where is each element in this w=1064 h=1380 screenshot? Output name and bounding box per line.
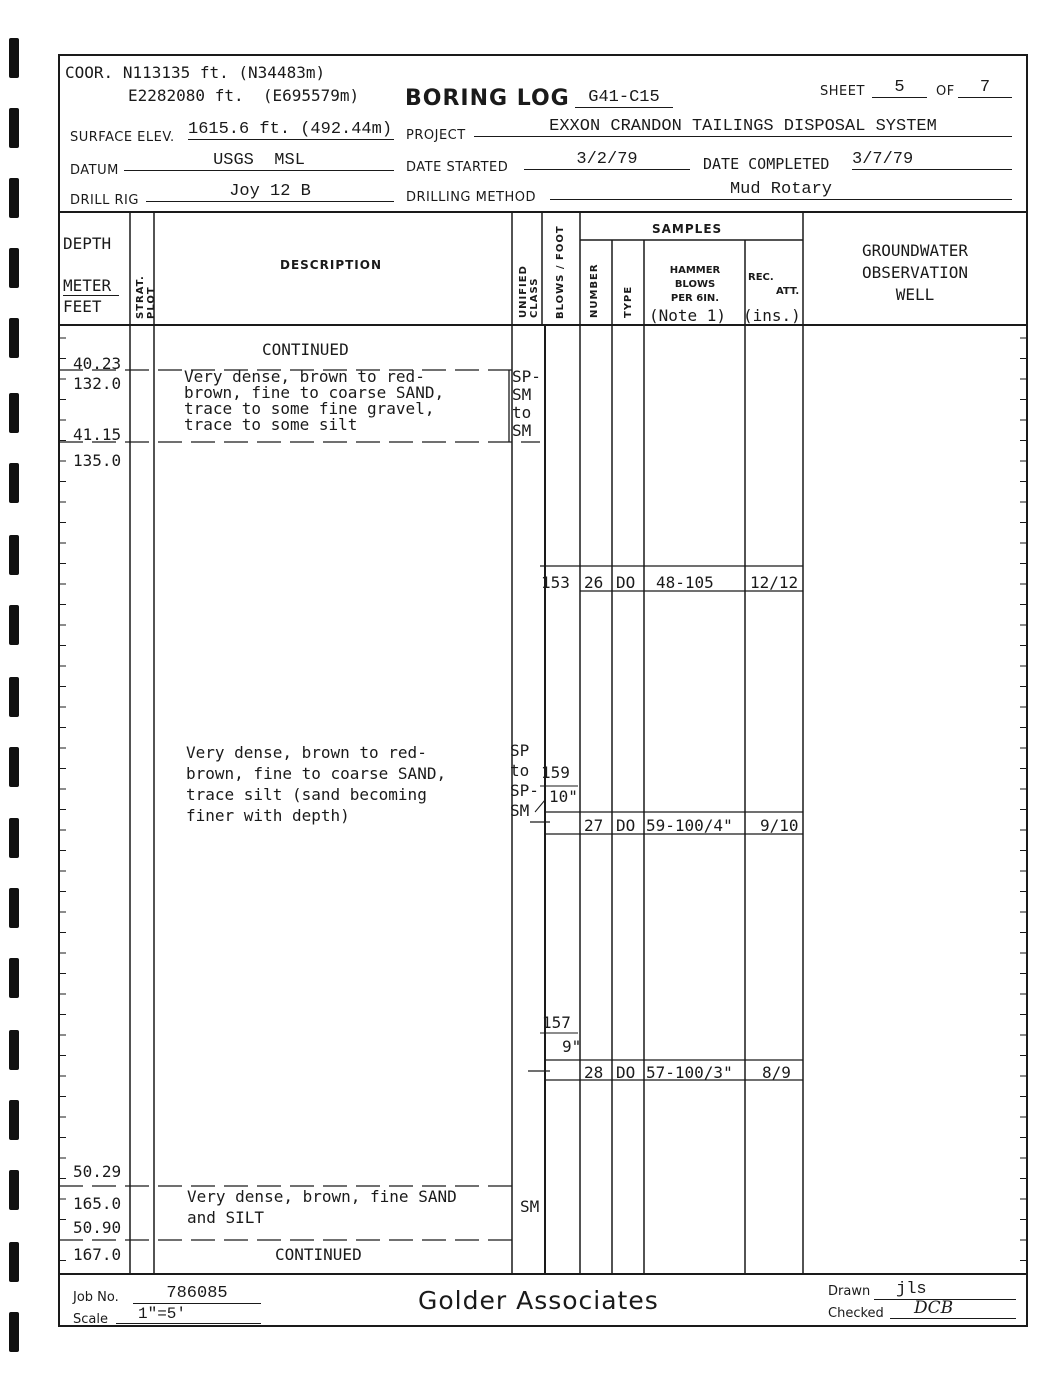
sample-number: 26 (584, 573, 604, 592)
gw-line-1: GROUNDWATER (862, 241, 968, 260)
depth-meter: 40.23 (73, 354, 122, 373)
sheet-total: 7 (958, 78, 1012, 98)
date-started-label: DATE STARTED (406, 160, 509, 175)
drilling-method-value: Mud Rotary (550, 180, 1012, 200)
surface-elev-label: SURFACE ELEV. (70, 130, 175, 145)
gw-line-2: OBSERVATION (862, 263, 968, 282)
coordinates-block (65, 63, 325, 82)
company-name: Golder Associates (418, 1286, 659, 1315)
blows-label: BLOWS (674, 279, 716, 290)
surface-elev-value: 1615.6 ft. (492.44m) (188, 120, 393, 139)
sample-number-header: NUMBER (589, 263, 600, 318)
per6-label: PER 6IN. (670, 293, 720, 304)
blows-penetration: 10" (549, 787, 578, 806)
sheet-label: SHEET (820, 84, 865, 99)
sample-type: DO (616, 573, 636, 592)
coor-label: COOR. (65, 63, 114, 82)
recovery: 9/10 (760, 816, 799, 835)
sheet-number: 5 (872, 78, 927, 98)
depth-header: DEPTH (63, 234, 112, 253)
drilling-method-label: DRILLING METHOD (406, 190, 537, 205)
drawn-by: jls (874, 1280, 1016, 1300)
project-value: EXXON CRANDON TAILINGS DISPOSAL SYSTEM (474, 117, 1012, 137)
checked-by-initials: DCB (890, 1298, 1016, 1319)
drill-rig-label: DRILL RIG (70, 193, 139, 208)
recovery: 12/12 (750, 573, 799, 592)
sample-number: 28 (584, 1063, 604, 1082)
job-number: 786085 (133, 1284, 261, 1304)
gw-line-3: WELL (895, 285, 935, 304)
depth-feet: 165.0 (73, 1194, 122, 1213)
datum-value: USGS MSL (124, 151, 394, 171)
depth-meter: 50.90 (73, 1218, 122, 1237)
coor-east: E2282080 ft. (E695579m) (128, 86, 360, 105)
feet-header: FEET (63, 297, 102, 316)
depth-feet: 132.0 (73, 374, 122, 393)
unified-class-header: UNIFIED CLASS (518, 265, 540, 318)
hammer-blows: 59-100/4" (646, 816, 733, 835)
drill-rig-value: Joy 12 B (146, 182, 394, 202)
hammer-label: HAMMER (669, 265, 721, 276)
form-title: BORING LOG (405, 86, 570, 111)
depth-feet: 167.0 (73, 1245, 122, 1264)
date-completed-label: DATE COMPLETED (703, 155, 830, 173)
blows-per-foot: 157 (542, 1013, 571, 1032)
job-label: Job No. (73, 1290, 119, 1305)
checked-label: Checked (828, 1306, 884, 1321)
depth-meter: 41.15 (73, 425, 122, 444)
meter-header: METER (63, 276, 119, 296)
rec-label: REC. (748, 272, 774, 283)
blows-penetration: 9" (562, 1037, 582, 1056)
date-completed-value: 3/7/79 (852, 150, 1012, 170)
continued-bottom: CONTINUED (275, 1245, 362, 1264)
drawn-label: Drawn (828, 1284, 871, 1299)
stratum-description: Very dense, brown to red- brown, fine to coarse SAND, trace silt (sand becoming finer with depth) (186, 743, 447, 825)
groundwater-header (803, 240, 1027, 306)
description-header: DESCRIPTION (280, 258, 383, 272)
unified-class: SP- SM to SM (512, 367, 541, 440)
blows-per-foot-header: BLOWS / FOOT (555, 225, 566, 319)
depth-feet: 135.0 (73, 451, 122, 470)
sample-type: DO (616, 816, 636, 835)
scale-value: 1"=5' (116, 1305, 261, 1324)
ins-label: (ins.) (743, 306, 801, 325)
project-label: PROJECT (406, 128, 466, 143)
of-label: OF (936, 84, 955, 99)
unified-class: SP to SP- SM (510, 741, 539, 820)
note1-label: (Note 1) (649, 306, 727, 325)
stratum-description: Very dense, brown to red- brown, fine to coarse SAND, trace to some fine gravel, trace to some silt (184, 367, 445, 434)
continued-top: CONTINUED (262, 340, 349, 359)
depth-ticks-left (59, 338, 66, 1261)
coor-north: N113135 ft. (N34483m) (122, 63, 326, 82)
att-label: ATT. (776, 286, 800, 297)
sample-type-header: TYPE (623, 285, 634, 318)
depth-meter: 50.29 (73, 1162, 122, 1181)
sample-type: DO (616, 1063, 636, 1082)
hammer-blows: 48-105 (656, 573, 714, 592)
depth-ticks-right (1020, 338, 1027, 1261)
blows-per-foot: 159 (541, 763, 570, 782)
boring-id: G41-C15 (575, 88, 673, 108)
blows-per-foot: 153 (541, 573, 570, 592)
hammer-blows-header (646, 264, 744, 306)
unified-class: SM (520, 1197, 540, 1216)
stratum-description: Very dense, brown, fine SAND and SILT (187, 1187, 457, 1227)
datum-label: DATUM (70, 163, 119, 178)
strat-plot-header: STRAT. PLOT (135, 275, 157, 319)
samples-header: SAMPLES (652, 222, 723, 236)
scale-label: Scale (73, 1312, 108, 1327)
recovery: 8/9 (762, 1063, 791, 1082)
sample-number: 27 (584, 816, 604, 835)
date-started-value: 3/2/79 (524, 150, 690, 170)
hammer-blows: 57-100/3" (646, 1063, 733, 1082)
